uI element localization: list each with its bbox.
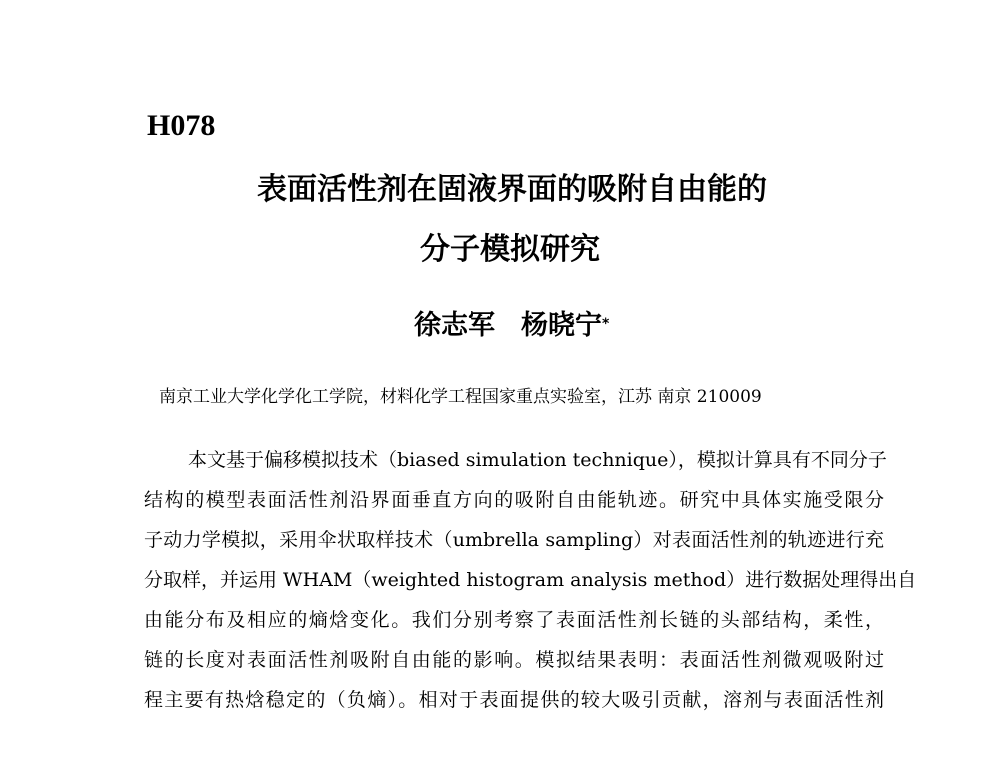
abstract-line: 程主要有热焓稳定的（负熵）。相对于表面提供的较大吸引贡献，溶剂与表面活性剂 [144, 689, 884, 711]
abstract-line: 子动力学模拟，采用伞状取样技术（umbrella sampling）对表面活性剂的轨迹进行充 [144, 529, 884, 551]
abstract-line: 分取样，并运用 WHAM（weighted histogram analysis method）进行数据处理得出自 [144, 569, 917, 591]
author-name: 杨晓宁 [521, 310, 602, 341]
author-affiliation: 南京工业大学化学化工学院，材料化学工程国家重点实验室，江苏 南京 210009 [159, 387, 762, 407]
abstract-body [144, 440, 917, 720]
corresponding-author-mark: * [602, 316, 610, 332]
abstract-line: 由能分布及相应的熵焓变化。我们分别考察了表面活性剂长链的头部结构，柔性， [144, 609, 884, 631]
abstract-line: 链的长度对表面活性剂吸附自由能的影响。模拟结果表明：表面活性剂微观吸附过 [144, 649, 884, 671]
paper-code: H078 [147, 109, 216, 142]
author-list [414, 308, 609, 344]
abstract-line: 本文基于偏移模拟技术（biased simulation technique），模拟计算具有不同分子 [188, 449, 887, 471]
paper-title-line-1: 表面活性剂在固液界面的吸附自由能的 [257, 172, 767, 207]
paper-title-line-2: 分子模拟研究 [420, 232, 600, 267]
abstract-line: 结构的模型表面活性剂沿界面垂直方向的吸附自由能轨迹。研究中具体实施受限分 [144, 489, 884, 511]
author-name: 徐志军 [414, 310, 495, 341]
